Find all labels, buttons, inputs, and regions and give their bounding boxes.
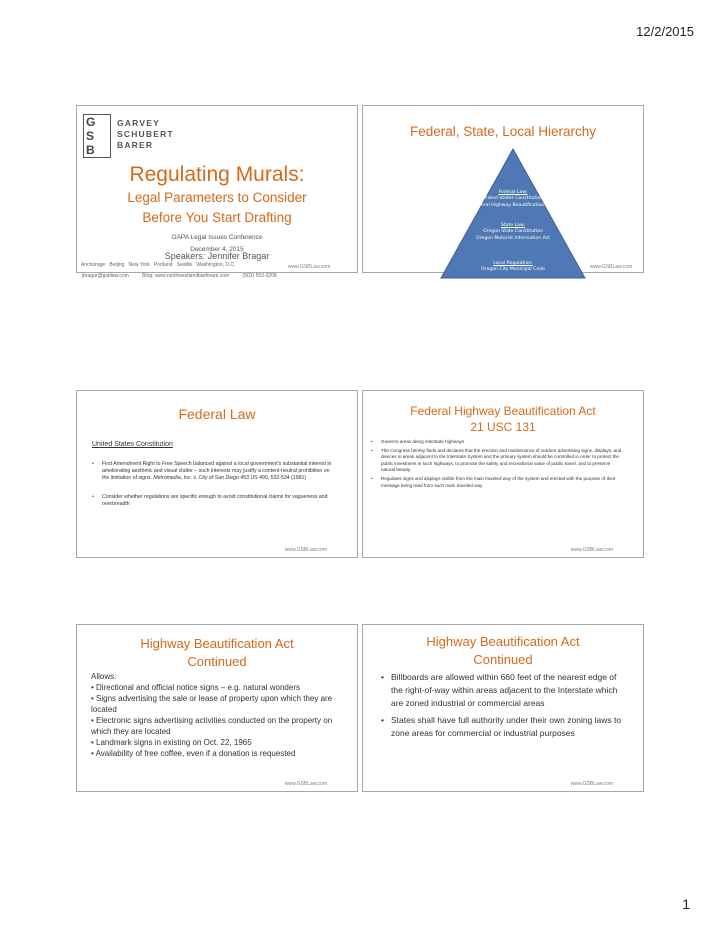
bullet-list — [381, 671, 625, 744]
slide-billboards — [362, 624, 644, 792]
section-heading: United States Constitution — [92, 441, 173, 448]
list-item: • Landmark signs in existing on Oct. 22, 1965 — [91, 738, 252, 747]
list-item: • The Congress hereby finds and declares that the erection and maintenance of outdoor advertising signs, displays, and devices in areas adjacent to the Interstate System and the primary system should be controlled in order to protect the public investment in such highways, to promote the safety and recreational value of public travel, and to preserve natural beauty. — [371, 448, 625, 474]
slide-title: Highway Beautification Act Continued — [426, 634, 580, 667]
pyramid-state: State Law: Oregon State Constitution Oregon Motorist Information Act — [476, 223, 550, 241]
slide-title: Federal Highway Beautification Act 21 USC 131 — [410, 404, 596, 434]
list-item: • Directional and official notice signs – e.g. natural wonders — [91, 683, 300, 692]
logo-wordmark: GARVEY SCHUBERT BARER — [117, 118, 174, 150]
pyramid-federal: Federal Law: United States Constitution Federal Highway Beautification Act — [472, 190, 554, 208]
list-item: • States shall have full authority under their own zoning laws to zone areas for commercial or industrial purposes — [381, 714, 625, 740]
footer-url: www.GSBLaw.com — [284, 781, 327, 787]
list-item: • Billboards are allowed within 660 feet of the nearest edge of the right-of-way within areas adjacent to the Interstate which are zoned industrial or commercial areas — [381, 671, 625, 710]
pyramid-local: Local Regulation: Oregon City Municipal Code — [481, 261, 545, 273]
speakers: Speakers: Jennifer Bragar — [164, 251, 270, 261]
list-item: • Electronic signs advertising activities conducted on the property on which they are located — [91, 716, 333, 736]
slide-highway-act — [362, 390, 644, 558]
slide-title: Highway Beautification Act Continued — [140, 636, 294, 669]
footer-url: www.GSBLaw.com — [570, 781, 613, 787]
logo-mark: G S B — [83, 114, 111, 158]
blog: Blog: www.northwestlandlawforum.com — [142, 273, 230, 279]
footer-url: www.GSBLaw.com — [570, 547, 613, 553]
slide-subtitle: Legal Parameters to Consider Before You Start Drafting — [127, 190, 307, 225]
email: jbragar@gsblaw.com — [82, 273, 129, 279]
allows-label: Allows: — [91, 672, 117, 681]
bullet-list — [92, 461, 333, 519]
slide-hierarchy — [362, 105, 644, 273]
footer-url: www.GSBLaw.com — [590, 264, 633, 270]
conference-info: OAPA Legal Issues Conference December 4, 2015 — [171, 234, 263, 253]
page-date: 12/2/2015 — [636, 24, 694, 39]
list-item: • Signs advertising the sale or lease of property upon which they are located — [91, 694, 333, 714]
footer-url: www.GSBLaw.com — [284, 547, 327, 553]
slide-act-allows — [76, 624, 358, 792]
footer-url: www.GSBLaw.com — [288, 264, 331, 270]
list-item: • Regulates signs and displays visible from the main traveled way of the system and erected with the purpose of their message being read from such main traveled way — [371, 476, 625, 489]
list-item: • Governs areas along interstate highways — [371, 439, 625, 446]
office-list: Anchorage Beijing New York Portland Seattle Washington, D.C. — [81, 262, 236, 268]
slide-title: Federal Law — [178, 406, 256, 422]
phone: (503) 553-3208 — [242, 273, 277, 279]
slide-federal-law — [76, 390, 358, 558]
bullet-list — [371, 439, 625, 491]
contact-line — [82, 273, 352, 279]
allows-list — [91, 671, 339, 759]
gsb-logo — [83, 114, 183, 158]
slide-main-title: Regulating Murals: — [129, 163, 305, 186]
slide-title — [76, 105, 358, 279]
list-item: • First Amendment Right to Free Speech balanced against a local government's substantial interest in ameliorating aesthetic and visual clutter – such interests may justify a content-neutral prohibition on the limitation of signs. Metromedia, Inc. v. City of San Diego 453 US 490, 532-534 (1981) — [92, 461, 333, 483]
list-item: • Availability of free coffee, even if a donation is requested — [91, 749, 296, 758]
page-number: 1 — [682, 896, 690, 912]
slide-title: Federal, State, Local Hierarchy — [409, 124, 597, 139]
list-item: • Consider whether regulations are specific enough to avoid constitutional claims for vagueness and overbreadth — [92, 494, 333, 508]
